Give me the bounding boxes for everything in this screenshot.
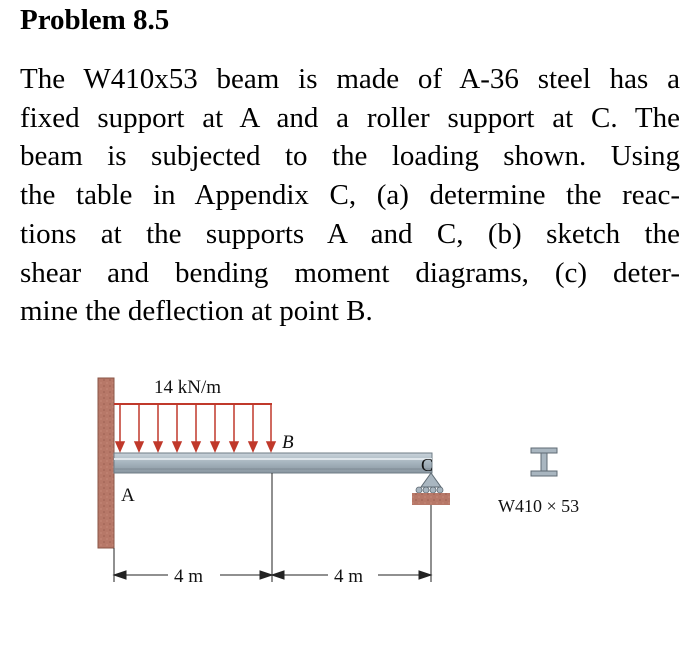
statement-line: fixed support at A and a roller support at C. The <box>20 101 680 134</box>
dimension-bc-label: 4 m <box>334 566 364 587</box>
statement-line: The W410x53 beam is made of A-36 steel has a <box>20 63 680 95</box>
statement-line: the table in Appendix C, (a) determine the reac- <box>20 179 680 212</box>
beam-figure <box>90 360 650 610</box>
load-arrows <box>116 404 275 451</box>
problem-title: Problem 8.5 <box>20 4 170 36</box>
point-b-label: B <box>282 432 294 453</box>
point-a-label: A <box>121 485 135 506</box>
section-label: W410 × 53 <box>498 496 580 516</box>
statement-line: tions at the supports A and C, (b) sketch the <box>20 217 680 250</box>
fixed-wall <box>98 378 114 548</box>
statement-line: mine the deflection at point B. <box>20 295 373 328</box>
dimension-ab-label: 4 m <box>174 566 204 587</box>
point-c-label: C <box>421 455 434 475</box>
load-label: 14 kN/m <box>154 377 222 398</box>
roller-support <box>412 473 450 505</box>
statement-line: shear and bending moment diagrams, (c) deter- <box>20 256 680 289</box>
w-section-icon <box>531 448 557 476</box>
problem-statement <box>20 60 680 331</box>
statement-line: beam is subjected to the loading shown. Using <box>20 140 680 173</box>
beam <box>114 453 432 473</box>
